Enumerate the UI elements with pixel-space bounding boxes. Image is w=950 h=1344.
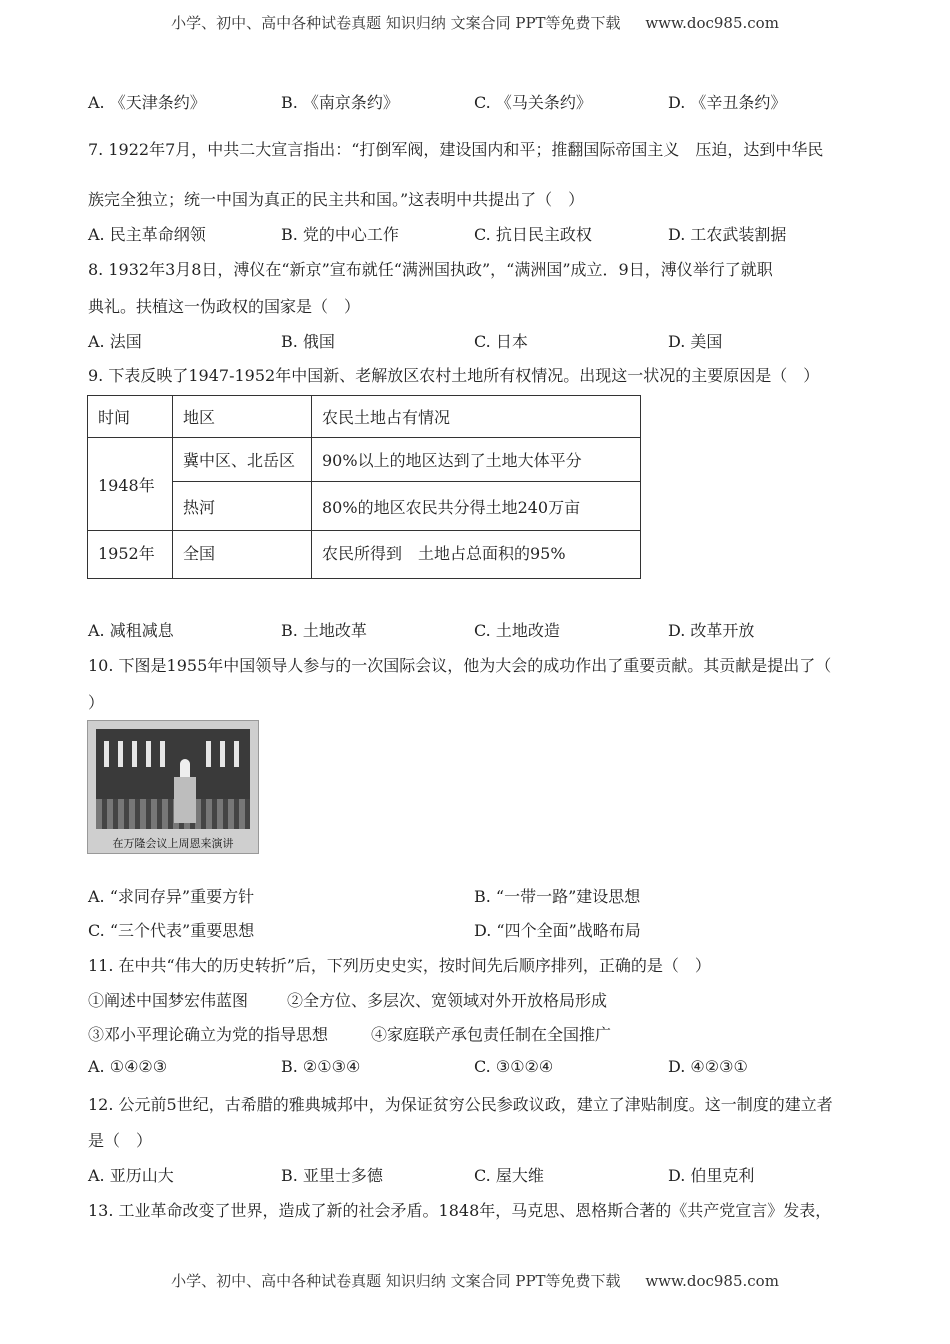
- speaker-figure: [180, 759, 190, 777]
- page-header: [0, 12, 950, 33]
- flag-shape: [118, 741, 123, 767]
- q9-option-c[interactable]: C. 土地改造: [474, 621, 560, 640]
- q11-item-2: ②全方位、多层次、宽领域对外开放格局形成: [287, 991, 608, 1010]
- q6-option-c[interactable]: C. 《马关条约》: [474, 93, 592, 112]
- q12-stem-line2: 是（ ）: [88, 1131, 153, 1150]
- q8-stem-line2: 典礼。扶植这一伪政权的国家是（ ）: [88, 297, 361, 316]
- bandung-conference-photo: [87, 720, 259, 854]
- q11-item-3: ③邓小平理论确立为党的指导思想: [88, 1025, 329, 1044]
- table-cell-region: 热河: [173, 482, 312, 531]
- footer-text: 小学、初中、高中各种试卷真题 知识归纳 文案合同 PPT等免费下载: [171, 1272, 621, 1290]
- podium-shape: [174, 777, 196, 823]
- q8-option-c[interactable]: C. 日本: [474, 332, 528, 351]
- table-cell-year: 1952年: [88, 531, 173, 579]
- q12-option-a[interactable]: A. 亚历山大: [88, 1166, 174, 1185]
- q12-option-b[interactable]: B. 亚里士多德: [281, 1166, 383, 1185]
- table-header-cell: 地区: [173, 396, 312, 438]
- q11-item-4: ④家庭联产承包责任制在全国推广: [371, 1025, 612, 1044]
- q7-option-a[interactable]: A. 民主革命纲领: [88, 225, 206, 244]
- flag-shape: [146, 741, 151, 767]
- audience-shape: [96, 799, 250, 829]
- flag-shape: [104, 741, 109, 767]
- land-ownership-table: [87, 395, 641, 579]
- q10-option-c[interactable]: C. “三个代表”重要思想: [88, 921, 255, 940]
- q9-stem: 9. 下表反映了1947-1952年中国新、老解放区农村土地所有权情况。出现这一状况的主要原因是（ ）: [88, 366, 820, 385]
- q10-option-d[interactable]: D. “四个全面”战略布局: [474, 921, 641, 940]
- flag-shape: [132, 741, 137, 767]
- footer-url[interactable]: www.doc985.com: [645, 1272, 779, 1290]
- page-footer: [0, 1270, 950, 1291]
- q6-option-a[interactable]: A. 《天津条约》: [88, 93, 206, 112]
- q11-option-d[interactable]: D. ④②③①: [668, 1057, 748, 1076]
- table-header-cell: 时间: [88, 396, 173, 438]
- table-header-row: [88, 396, 641, 438]
- q11-item-1: ①阐述中国梦宏伟蓝图: [88, 991, 249, 1010]
- q10-option-b[interactable]: B. “一带一路”建设思想: [474, 887, 641, 906]
- q7-option-c[interactable]: C. 抗日民主政权: [474, 225, 592, 244]
- flag-shape: [220, 741, 225, 767]
- q7-option-b[interactable]: B. 党的中心工作: [281, 225, 399, 244]
- photo-scene: [96, 729, 250, 829]
- q8-stem-line1: 8. 1932年3月8日，溥仪在“新京”宣布就任“满洲国执政”，“满洲国”成立．9日，溥仪举行了就职: [88, 260, 773, 279]
- q12-option-d[interactable]: D. 伯里克利: [668, 1166, 755, 1185]
- q9-option-b[interactable]: B. 土地改革: [281, 621, 367, 640]
- q10-stem-line1: 10. 下图是1955年中国领导人参与的一次国际会议，他为大会的成功作出了重要贡献。其贡献是提出了（: [88, 656, 832, 675]
- flag-shape: [206, 741, 211, 767]
- q12-option-c[interactable]: C. 屋大维: [474, 1166, 544, 1185]
- table-cell-status: 90%以上的地区达到了土地大体平分: [312, 438, 641, 482]
- q7-stem-line1: 7. 1922年7月，中共二大宣言指出：“打倒军阀，建设国内和平；推翻国际帝国主义 压迫，达到中华民: [88, 140, 824, 159]
- q9-option-d[interactable]: D. 改革开放: [668, 621, 755, 640]
- q10-option-a[interactable]: A. “求同存异”重要方针: [88, 887, 255, 906]
- table-cell-region: 全国: [173, 531, 312, 579]
- flag-shape: [160, 741, 165, 767]
- q11-stem: 11. 在中共“伟大的历史转折”后，下列历史史实，按时间先后顺序排列，正确的是（ ）: [88, 956, 711, 975]
- table-row: [88, 438, 641, 482]
- flag-shape: [234, 741, 239, 767]
- q6-option-d[interactable]: D. 《辛丑条约》: [668, 93, 787, 112]
- q9-option-a[interactable]: A. 减租减息: [88, 621, 174, 640]
- q10-stem-line2: ）: [88, 693, 105, 712]
- q13-stem-line1: 13. 工业革命改变了世界，造成了新的社会矛盾。1848年，马克思、恩格斯合著的《共产党宣言》发表，: [88, 1201, 832, 1220]
- table-cell-region: 冀中区、北岳区: [173, 438, 312, 482]
- table-cell-status: 农民所得到 土地占总面积的95%: [312, 531, 641, 579]
- header-text: 小学、初中、高中各种试卷真题 知识归纳 文案合同 PPT等免费下载: [171, 14, 621, 32]
- table-row: [88, 531, 641, 579]
- q8-option-a[interactable]: A. 法国: [88, 332, 142, 351]
- q11-option-c[interactable]: C. ③①②④: [474, 1057, 554, 1076]
- table-header-cell: 农民土地占有情况: [312, 396, 641, 438]
- table-cell-year: 1948年: [88, 438, 173, 531]
- q11-option-a[interactable]: A. ①④②③: [88, 1057, 168, 1076]
- q6-option-b[interactable]: B. 《南京条约》: [281, 93, 399, 112]
- q8-option-d[interactable]: D. 美国: [668, 332, 723, 351]
- q7-option-d[interactable]: D. 工农武装割据: [668, 225, 787, 244]
- q8-option-b[interactable]: B. 俄国: [281, 332, 335, 351]
- q11-option-b[interactable]: B. ②①③④: [281, 1057, 361, 1076]
- table-cell-status: 80%的地区农民共分得土地240万亩: [312, 482, 641, 531]
- photo-caption: 在万隆会议上周恩来演讲: [112, 837, 234, 850]
- q12-stem-line1: 12. 公元前5世纪，古希腊的雅典城邦中，为保证贫穷公民参政议政，建立了津贴制度。这一制度的建立者: [88, 1095, 833, 1114]
- q7-stem-line2: 族完全独立；统一中国为真正的民主共和国。”这表明中共提出了（ ）: [88, 190, 585, 209]
- header-url[interactable]: www.doc985.com: [645, 14, 779, 32]
